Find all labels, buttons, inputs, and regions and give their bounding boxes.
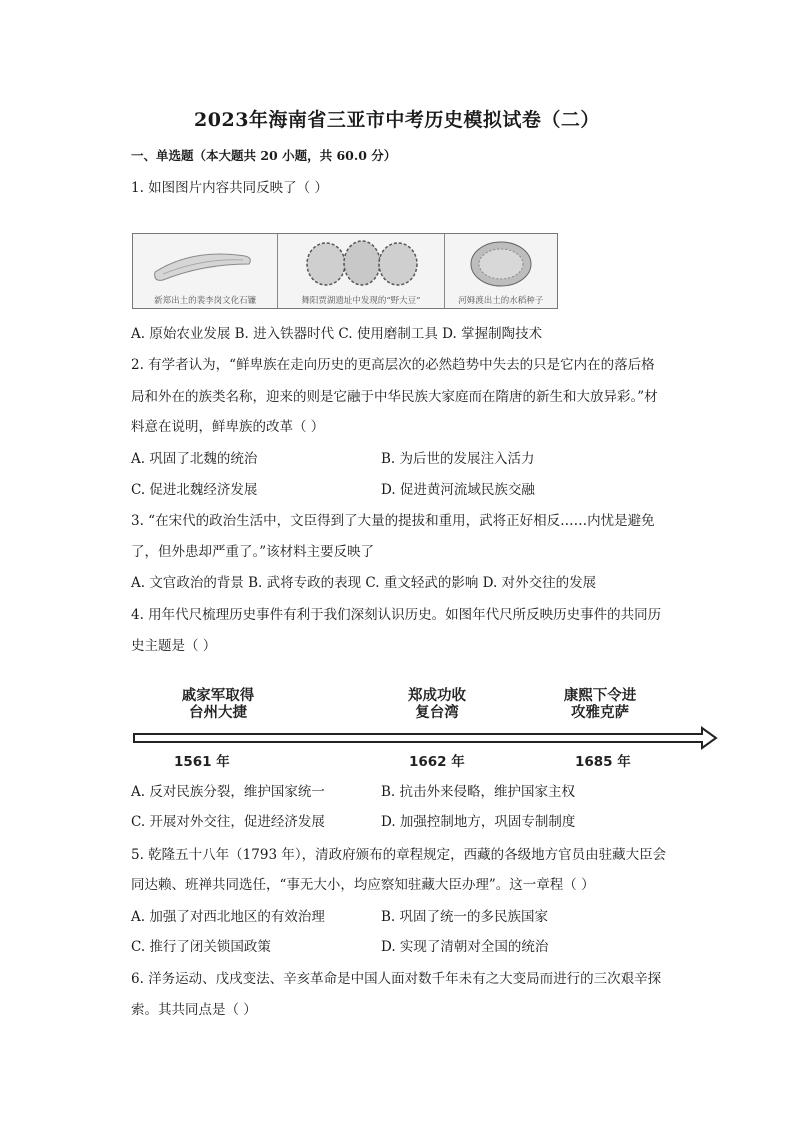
- q5-option-a: A. 加强了对西北地区的有效治理: [131, 909, 325, 925]
- timeline-arrow: [130, 726, 720, 750]
- q4-stem-line1: 4. 用年代尺梳理历史事件有利于我们深刻认识历史。如图年代尺所反映历史事件的共同历: [131, 607, 662, 623]
- q6-stem-line2: 索。其共同点是（ ）: [131, 1002, 257, 1018]
- q4-option-c: C. 开展对外交往，促进经济发展: [131, 814, 325, 830]
- q4-option-d: D. 加强控制地方，巩固专制制度: [381, 814, 576, 830]
- timeline-event-2-line2: 复台湾: [415, 705, 459, 721]
- timeline-event-3-line2: 攻雅克萨: [571, 705, 629, 721]
- q2-stem-line1: 2. 有学者认为，“鲜卑族在走向历史的更高层次的必然趋势中失去的只是它内在的落后格: [131, 357, 655, 373]
- page-title: 2023年海南省三亚市中考历史模拟试卷（二）: [194, 109, 600, 131]
- q4-option-a: A. 反对民族分裂，维护国家统一: [131, 784, 325, 800]
- timeline-event-3-line1: 康熙下令进: [563, 688, 637, 704]
- q5-option-b: B. 巩固了统一的多民族国家: [381, 909, 549, 925]
- q2-option-a: A. 巩固了北魏的统治: [131, 451, 258, 467]
- q2-option-b: B. 为后世的发展注入活力: [381, 451, 535, 467]
- q3-options: A. 文官政治的背景 B. 武将专政的表现 C. 重文轻武的影响 D. 对外交往的发展: [131, 575, 597, 591]
- photo-stone-sickle: [133, 234, 278, 308]
- q1-photo-strip: [132, 233, 558, 309]
- timeline-event-1-line1: 戚家军取得: [181, 688, 255, 704]
- timeline-year-2: 1662 年: [409, 754, 465, 770]
- q4-stem-line2: 史主题是（ ）: [131, 638, 217, 654]
- timeline-year-3: 1685 年: [575, 754, 631, 770]
- photo-caption-2: 舞阳贾湖遗址中发现的“野大豆”: [301, 296, 421, 306]
- photo-wild-soybean: [278, 234, 444, 308]
- timeline-event-3: [540, 688, 660, 722]
- section-heading: 一、单选题（本大题共 20 小题，共 60.0 分）: [131, 148, 397, 163]
- timeline-year-1: 1561 年: [174, 754, 230, 770]
- q4-option-b: B. 抗击外来侵略，维护国家主权: [381, 784, 576, 800]
- photo-rice-seeds: [445, 234, 557, 308]
- q5-option-c: C. 推行了闭关锁国政策: [131, 939, 271, 955]
- timeline-event-2-line1: 郑成功收: [408, 688, 466, 704]
- q6-stem-line1: 6. 洋务运动、戊戌变法、辛亥革命是中国人面对数千年未有之大变局而进行的三次艰辛探: [131, 971, 662, 987]
- q3-stem-line2: 了，但外患却严重了。”该材料主要反映了: [131, 544, 375, 560]
- q5-stem-line1: 5. 乾隆五十八年（1793 年），清政府颁布的章程规定，西藏的各级地方官员由驻藏大臣会: [131, 847, 667, 863]
- photo-caption-1: 新郑出土的裴李岗文化石镰: [154, 296, 257, 306]
- q1-stem: 1. 如图图片内容共同反映了（ ）: [131, 180, 328, 196]
- q1-options: A. 原始农业发展 B. 进入铁器时代 C. 使用磨制工具 D. 掌握制陶技术: [131, 326, 543, 342]
- q5-option-d: D. 实现了清朝对全国的统治: [381, 939, 549, 955]
- q2-option-d: D. 促进黄河流域民族交融: [381, 482, 535, 498]
- q2-option-c: C. 促进北魏经济发展: [131, 482, 258, 498]
- q5-stem-line2: 同达赖、班禅共同选任，“事无大小，均应察知驻藏大臣办理”。这一章程（ ）: [131, 877, 595, 893]
- timeline-ruler: [130, 678, 720, 778]
- timeline-event-2: [382, 688, 492, 722]
- q3-stem-line1: 3. “在宋代的政治生活中，文臣得到了大量的提拔和重用，武将正好相反……内忧是避免: [131, 513, 655, 529]
- q2-stem-line3: 料意在说明，鲜卑族的改革（ ）: [131, 419, 325, 435]
- q2-stem-line2: 局和外在的族类名称，迎来的则是它融于中华民族大家庭而在隋唐的新生和大放异彩。”材: [131, 389, 658, 405]
- timeline-event-1-line2: 台州大捷: [189, 705, 247, 721]
- photo-caption-3: 河姆渡出土的水稻种子: [458, 296, 544, 306]
- timeline-event-1: [158, 688, 278, 722]
